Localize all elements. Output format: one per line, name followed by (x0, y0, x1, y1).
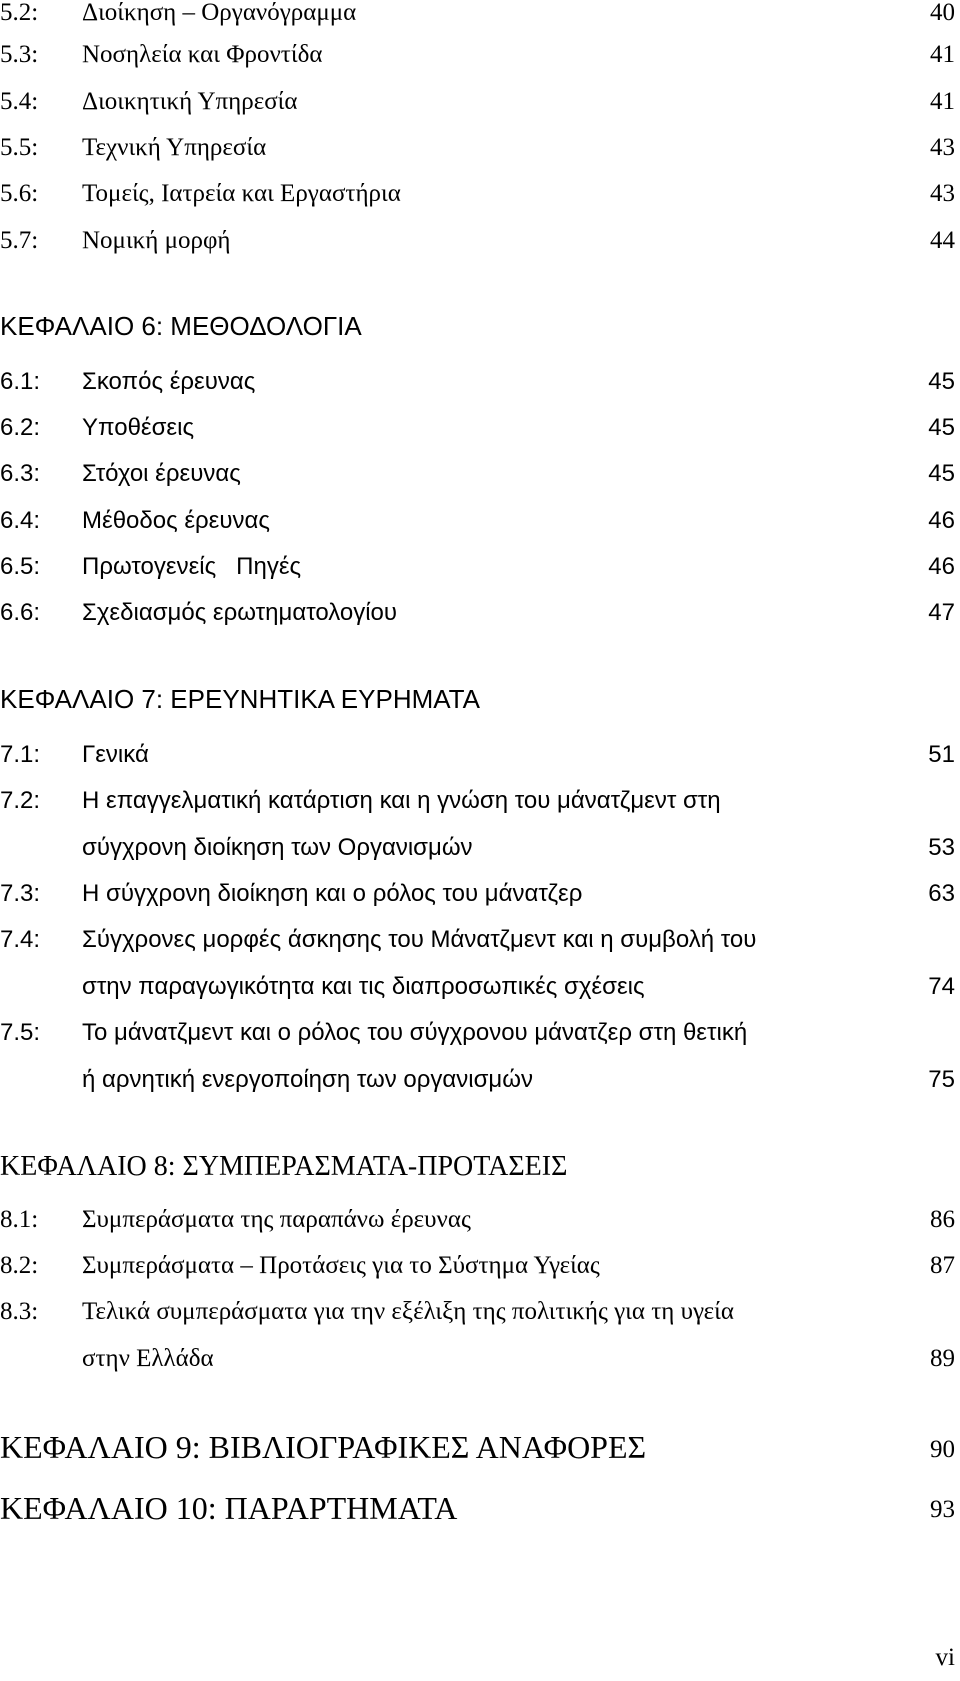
toc-entry-title: Νοσηλεία και Φροντίδα (82, 41, 323, 68)
toc-entry-title-line1: Η επαγγελματική κατάρτιση και η γνώση του μάνατζμεντ στη (82, 787, 721, 814)
chapter-8-heading: ΚΕΦΑΛΑΙΟ 8: ΣΥΜΠΕΡΑΣΜΑΤΑ-ΠΡΟΤΑΣΕΙΣ (0, 1151, 568, 1182)
chapter-9-heading: ΚΕΦΑΛΑΙΟ 9: ΒΙΒΛΙΟΓΡΑΦΙΚΕΣ ΑΝΑΦΟΡΕΣ (0, 1429, 647, 1465)
toc-entry-page: 47 (928, 599, 955, 626)
toc-entry-title: Σχεδιασμός ερωτηματολογίου (82, 599, 398, 626)
toc-entry-title: Η σύγχρονη διοίκηση και ο ρόλος του μάνατζερ (82, 880, 583, 907)
chapter-10-heading: ΚΕΦΑΛΑΙΟ 10: ΠΑΡΑΡΤΗΜΑΤΑ (0, 1490, 458, 1526)
toc-entry-page: 46 (928, 553, 955, 580)
toc-entry-page: 87 (930, 1252, 955, 1279)
toc-entry-title-line2: ή αρνητική ενεργοποίηση των οργανισμών (82, 1066, 533, 1093)
toc-entry-number: 6.4: (0, 507, 41, 534)
toc-entry-title: Μέθοδος έρευνας (82, 507, 270, 534)
toc-entry-page: 45 (928, 460, 955, 487)
page-number: vi (935, 1644, 955, 1671)
toc-entry-page: 53 (928, 834, 955, 861)
toc-entry-page: 86 (930, 1206, 955, 1233)
toc-entry-number: 8.2: (0, 1252, 39, 1279)
toc-entry-page: 89 (930, 1345, 955, 1372)
toc-entry-title-line1: Σύγχρονες μορφές άσκησης του Μάνατζμεντ και η συμβολή του (82, 926, 757, 953)
toc-entry-number: 7.4: (0, 926, 41, 953)
toc-entry-page: 93 (930, 1496, 955, 1523)
toc-entry-page: 43 (930, 134, 955, 161)
toc-entry-number: 6.1: (0, 368, 41, 395)
toc-entry-title: Στόχοι έρευνας (82, 460, 241, 487)
toc-entry-title: Τομείς, Ιατρεία και Εργαστήρια (82, 180, 401, 207)
chapter-6-heading: ΚΕΦΑΛΑΙΟ 6: ΜΕΘΟΔΟΛΟΓΙΑ (0, 311, 362, 341)
toc-entry-number: 7.3: (0, 880, 41, 907)
toc-entry-page: 41 (930, 88, 955, 115)
toc-entry-title: Υποθέσεις (82, 414, 195, 441)
toc-entry-title: Νομική μορφή (82, 227, 231, 254)
toc-entry-title: Συμπεράσματα – Προτάσεις για το Σύστημα Υγείας (82, 1252, 600, 1279)
toc-entry-title: Τεχνική Υπηρεσία (82, 134, 267, 161)
toc-entry-number: 8.1: (0, 1206, 39, 1233)
toc-entry-number: 5.4: (0, 88, 39, 115)
toc-entry-number: 5.6: (0, 180, 39, 207)
toc-entry-title-line1: Το μάνατζμεντ και ο ρόλος του σύγχρονου μάνατζερ στη θετική (82, 1019, 748, 1046)
toc-entry-page: 75 (928, 1066, 955, 1093)
toc-entry-title: Διοίκηση – Οργανόγραμμα (82, 0, 357, 26)
toc-entry-page: 51 (928, 741, 955, 768)
toc-entry-number: 7.5: (0, 1019, 41, 1046)
toc-entry-title: Συμπεράσματα της παραπάνω έρευνας (82, 1206, 471, 1233)
toc-entry-page: 45 (928, 368, 955, 395)
toc-entry-number: 6.3: (0, 460, 41, 487)
toc-entry-page: 45 (928, 414, 955, 441)
toc-entry-number: 5.5: (0, 134, 39, 161)
toc-entry-page: 43 (930, 180, 955, 207)
toc-entry-title-line1: Τελικά συμπεράσματα για την εξέλιξη της πολιτικής για τη υγεία (82, 1298, 734, 1325)
toc-entry-number: 5.2: (0, 0, 39, 26)
toc-entry-page: 63 (928, 880, 955, 907)
toc-entry-page: 46 (928, 507, 955, 534)
toc-entry-number: 5.7: (0, 227, 39, 254)
toc-entry-number: 5.3: (0, 41, 39, 68)
toc-entry-title-line2: σύγχρονη διοίκηση των Οργανισμών (82, 834, 473, 861)
toc-entry-number: 7.2: (0, 787, 41, 814)
toc-entry-title: Σκοπός έρευνας (82, 368, 256, 395)
toc-entry-number: 6.2: (0, 414, 41, 441)
toc-entry-title: Διοικητική Υπηρεσία (82, 88, 298, 115)
toc-entry-title: Πρωτογενείς Πηγές (82, 553, 302, 580)
toc-entry-number: 6.5: (0, 553, 41, 580)
toc-entry-page: 90 (930, 1436, 955, 1463)
toc-entry-page: 74 (928, 973, 955, 1000)
toc-entry-title: Γενικά (82, 741, 149, 768)
toc-entry-page: 41 (930, 41, 955, 68)
toc-entry-title-line2: στην παραγωγικότητα και τις διαπροσωπικές σχέσεις (82, 973, 645, 1000)
chapter-7-heading: ΚΕΦΑΛΑΙΟ 7: ΕΡΕΥΝΗΤΙΚΑ ΕΥΡΗΜΑΤΑ (0, 684, 480, 714)
toc-entry-number: 8.3: (0, 1298, 39, 1325)
toc-entry-title-line2: στην Ελλάδα (82, 1345, 214, 1372)
toc-entry-number: 6.6: (0, 599, 41, 626)
toc-entry-page: 44 (930, 227, 955, 254)
toc-entry-page: 40 (930, 0, 955, 26)
toc-entry-number: 7.1: (0, 741, 41, 768)
